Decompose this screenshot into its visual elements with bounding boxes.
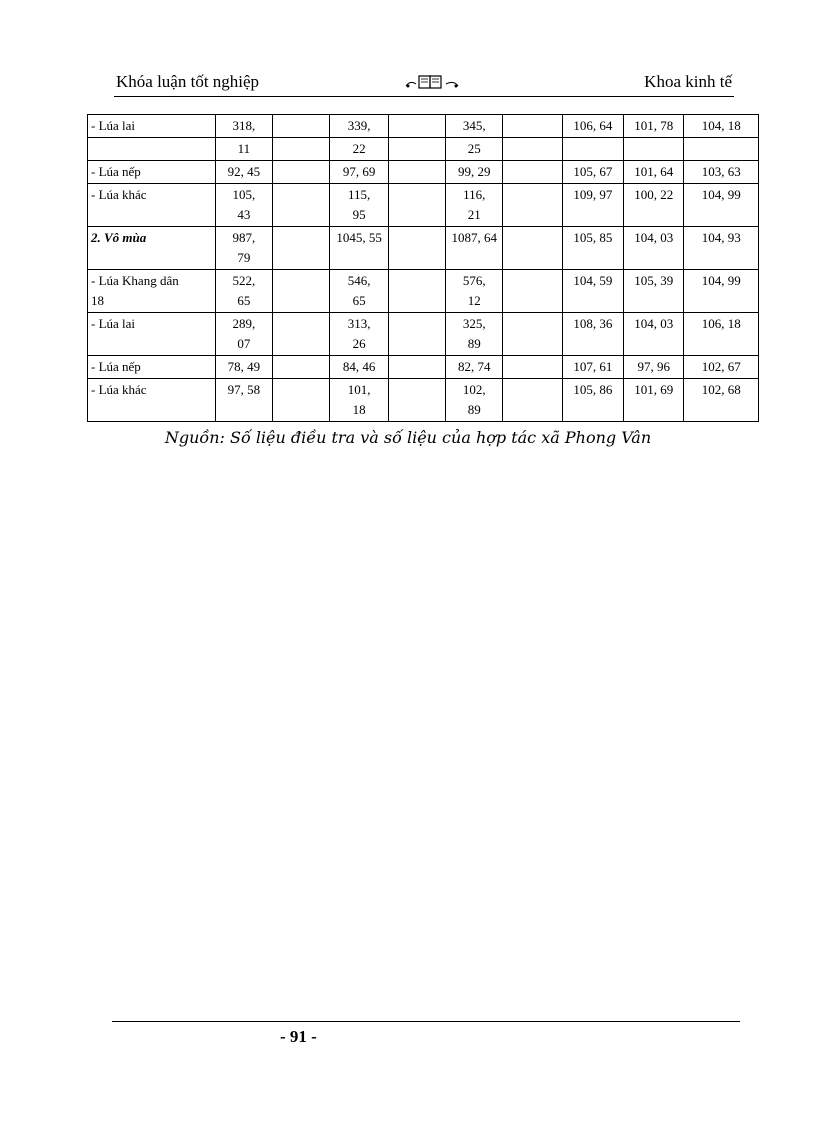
empty-cell bbox=[503, 227, 562, 270]
index-cell: 104, 93 bbox=[684, 227, 759, 270]
value-cell: 987, 79 bbox=[215, 227, 272, 270]
value-cell: 84, 46 bbox=[330, 356, 388, 379]
index-cell: 107, 61 bbox=[562, 356, 623, 379]
table-row bbox=[88, 270, 759, 313]
empty-cell bbox=[273, 270, 330, 313]
row-label: - Lúa lai bbox=[88, 115, 216, 138]
header-left-title: Khóa luận tốt nghiệp bbox=[116, 72, 260, 91]
value-cell: 102, 89 bbox=[446, 379, 503, 422]
table-row bbox=[88, 227, 759, 270]
footer-rule bbox=[112, 1021, 740, 1022]
value-cell: 92, 45 bbox=[215, 161, 272, 184]
value-cell: 22 bbox=[330, 138, 388, 161]
value-cell: 25 bbox=[446, 138, 503, 161]
empty-cell bbox=[503, 356, 562, 379]
row-label: 2. Vô mùa bbox=[88, 227, 216, 270]
index-cell bbox=[684, 138, 759, 161]
value-cell: 115, 95 bbox=[330, 184, 388, 227]
index-cell: 100, 22 bbox=[624, 184, 684, 227]
index-cell: 104, 03 bbox=[624, 313, 684, 356]
index-cell: 104, 03 bbox=[624, 227, 684, 270]
empty-cell bbox=[503, 115, 562, 138]
value-cell: 1087, 64 bbox=[446, 227, 503, 270]
empty-cell bbox=[388, 138, 445, 161]
empty-cell bbox=[273, 161, 330, 184]
table-row bbox=[88, 356, 759, 379]
index-cell: 102, 68 bbox=[684, 379, 759, 422]
empty-cell bbox=[273, 184, 330, 227]
index-cell: 97, 96 bbox=[624, 356, 684, 379]
source-note: Nguồn: Số liệu điều tra và số liệu của hợp tác xã Phong Vân bbox=[164, 428, 652, 447]
value-cell: 82, 74 bbox=[446, 356, 503, 379]
row-label: - Lúa khác bbox=[88, 184, 216, 227]
index-cell: 104, 99 bbox=[684, 184, 759, 227]
empty-cell bbox=[273, 138, 330, 161]
row-label: - Lúa nếp bbox=[88, 356, 216, 379]
empty-cell bbox=[503, 138, 562, 161]
table-body bbox=[88, 115, 759, 422]
index-cell: 105, 86 bbox=[562, 379, 623, 422]
page-number: - 91 - bbox=[280, 1027, 317, 1046]
index-cell: 105, 85 bbox=[562, 227, 623, 270]
value-cell: 105, 43 bbox=[215, 184, 272, 227]
empty-cell bbox=[503, 184, 562, 227]
empty-cell bbox=[388, 356, 445, 379]
value-cell: 325, 89 bbox=[446, 313, 503, 356]
page-header bbox=[114, 70, 734, 97]
empty-cell bbox=[388, 115, 445, 138]
value-cell: 289, 07 bbox=[215, 313, 272, 356]
table-row bbox=[88, 115, 759, 138]
rice-statistics-table bbox=[87, 114, 759, 422]
index-cell bbox=[624, 138, 684, 161]
row-label: - Lúa khác bbox=[88, 379, 216, 422]
index-cell: 101, 64 bbox=[624, 161, 684, 184]
empty-cell bbox=[273, 313, 330, 356]
table-row bbox=[88, 138, 759, 161]
empty-cell bbox=[388, 270, 445, 313]
book-ornament-icon bbox=[404, 74, 460, 90]
table-row bbox=[88, 184, 759, 227]
empty-cell bbox=[388, 313, 445, 356]
value-cell: 339, bbox=[330, 115, 388, 138]
empty-cell bbox=[388, 379, 445, 422]
table-row bbox=[88, 161, 759, 184]
empty-cell bbox=[273, 379, 330, 422]
value-cell: 318, bbox=[215, 115, 272, 138]
index-cell: 103, 63 bbox=[684, 161, 759, 184]
header-right-title: Khoa kinh tế bbox=[644, 72, 732, 91]
empty-cell bbox=[388, 184, 445, 227]
row-label: - Lúa nếp bbox=[88, 161, 216, 184]
value-cell: 313, 26 bbox=[330, 313, 388, 356]
index-cell: 105, 39 bbox=[624, 270, 684, 313]
value-cell: 1045, 55 bbox=[330, 227, 388, 270]
index-cell: 106, 64 bbox=[562, 115, 623, 138]
empty-cell bbox=[503, 270, 562, 313]
value-cell: 101, 18 bbox=[330, 379, 388, 422]
index-cell: 101, 69 bbox=[624, 379, 684, 422]
index-cell: 104, 18 bbox=[684, 115, 759, 138]
value-cell: 97, 69 bbox=[330, 161, 388, 184]
row-label: - Lúa lai bbox=[88, 313, 216, 356]
value-cell: 11 bbox=[215, 138, 272, 161]
empty-cell bbox=[388, 227, 445, 270]
index-cell: 108, 36 bbox=[562, 313, 623, 356]
value-cell: 116, 21 bbox=[446, 184, 503, 227]
index-cell: 106, 18 bbox=[684, 313, 759, 356]
empty-cell bbox=[273, 115, 330, 138]
value-cell: 576, 12 bbox=[446, 270, 503, 313]
row-label: - Lúa Khang dân 18 bbox=[88, 270, 216, 313]
value-cell: 345, bbox=[446, 115, 503, 138]
index-cell: 104, 99 bbox=[684, 270, 759, 313]
empty-cell bbox=[503, 161, 562, 184]
index-cell: 105, 67 bbox=[562, 161, 623, 184]
index-cell: 101, 78 bbox=[624, 115, 684, 138]
table-row bbox=[88, 379, 759, 422]
value-cell: 546, 65 bbox=[330, 270, 388, 313]
index-cell: 109, 97 bbox=[562, 184, 623, 227]
value-cell: 99, 29 bbox=[446, 161, 503, 184]
value-cell: 78, 49 bbox=[215, 356, 272, 379]
index-cell bbox=[562, 138, 623, 161]
index-cell: 102, 67 bbox=[684, 356, 759, 379]
empty-cell bbox=[388, 161, 445, 184]
empty-cell bbox=[273, 227, 330, 270]
table-row bbox=[88, 313, 759, 356]
value-cell: 97, 58 bbox=[215, 379, 272, 422]
index-cell: 104, 59 bbox=[562, 270, 623, 313]
empty-cell bbox=[503, 313, 562, 356]
empty-cell bbox=[503, 379, 562, 422]
value-cell: 522, 65 bbox=[215, 270, 272, 313]
row-label bbox=[88, 138, 216, 161]
empty-cell bbox=[273, 356, 330, 379]
